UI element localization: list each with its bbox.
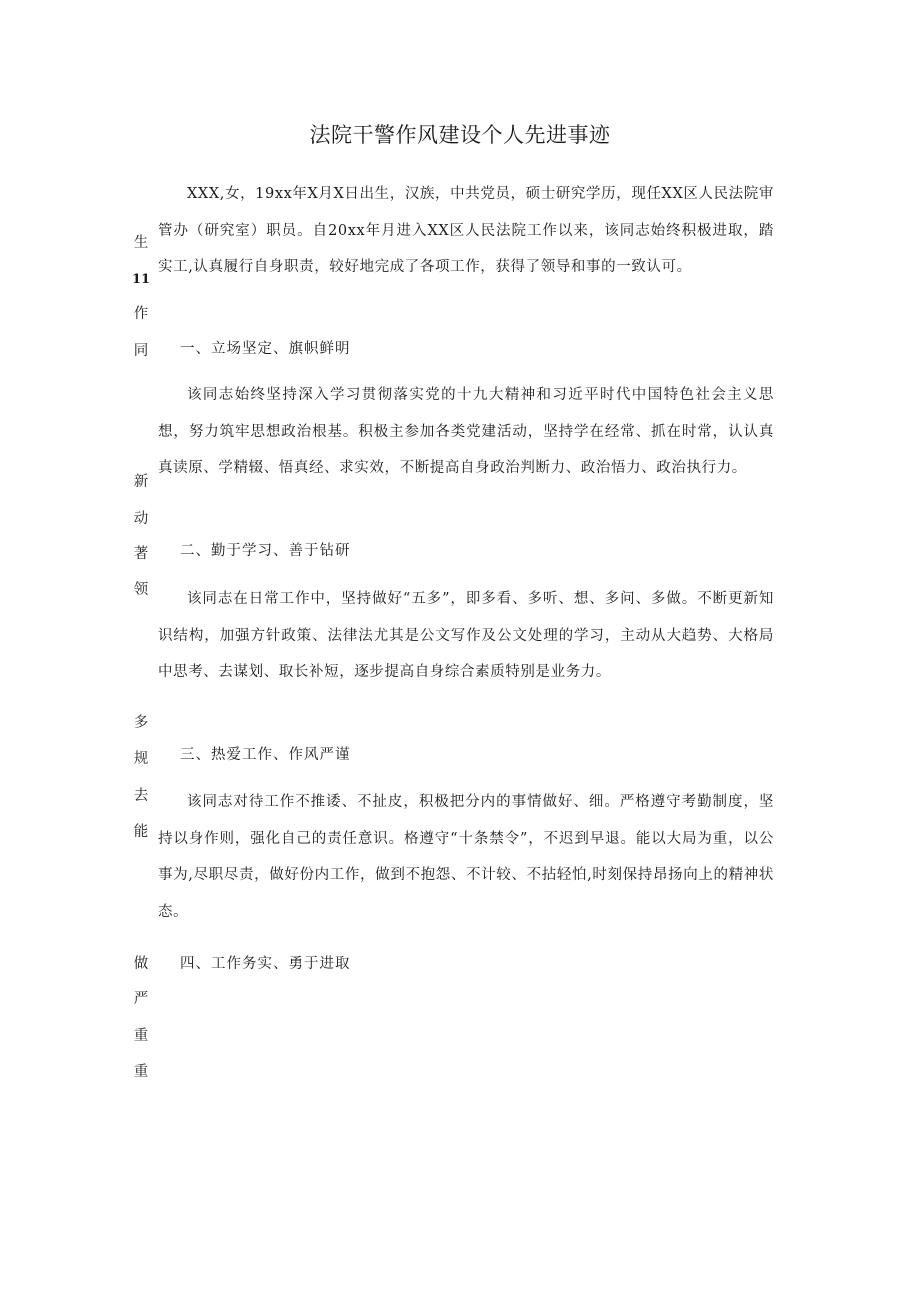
- margin-note: 规: [133, 751, 149, 767]
- section-heading-3: 三、热爱工作、作风严谨: [180, 747, 351, 763]
- margin-note: 新: [133, 474, 149, 490]
- margin-note: 11: [131, 272, 151, 287]
- margin-note: 重: [133, 1028, 149, 1044]
- section-body-1: 该同志始终坚持深入学习贯彻落实党的十九大精神和习近平时代中国特色社会主义思想，努力筑牢思想政治根基。积极主参加各类党建活动，坚持学在经常、抓在时常，认认真真读原、学精辍、悟真经、求实效，不断提高自身政治判断力、政治悟力、政治执行力。: [158, 387, 774, 476]
- margin-note: 去: [133, 788, 149, 804]
- margin-note: 同: [133, 343, 149, 359]
- document-title: 法院干警作风建设个人先进事迹: [309, 123, 611, 147]
- margin-note: 多: [133, 715, 149, 731]
- margin-note: 作: [133, 306, 149, 322]
- section-body-2: 该同志在日常工作中，坚持做好“五多”，即多看、多听、想、多问、多做。不断更新知识结构，加强方针政策、法律法尤其是公文写作及公文处理的学习，主动从大趋势、大格局中思考、去谋划、取长补短，逐步提高自身综合素质特别是业务力。: [158, 591, 774, 680]
- section-heading-2: 二、勤于学习、善于钻研: [180, 543, 351, 559]
- intro-paragraph: XXX,女，19xx年X月X日出生，汉族，中共党员，硕士研究学历，现任XX区人民法院审管办（研究室）职员。自20xx年月进入XX区人民法院工作以来，该同志始终积极进取，踏实工,认真履行自身职责，较好地完成了各项工作，获得了领导和事的一致认可。: [158, 186, 774, 275]
- margin-note: 重: [133, 1064, 149, 1080]
- section-heading-4: 四、工作务实、勇于进取: [180, 956, 351, 972]
- margin-note: 生: [133, 235, 149, 251]
- margin-note: 动: [133, 511, 149, 527]
- section-heading-1: 一、立场坚定、旗帜鲜明: [180, 341, 351, 357]
- margin-note: 领: [133, 582, 149, 598]
- margin-note: 著: [133, 546, 149, 562]
- section-body-3: 该同志对待工作不推诿、不扯皮，积极把分内的事情做好、细。严格遵守考勤制度，坚持以身作则，强化自己的责任意识。格遵守“十条禁令”，不迟到早退。能以大局为重，以公事为,尽职尽责，做好份内工作，做到不抱怨、不计较、不拈轻怕,时刻保持昂扬向上的精神状态。: [158, 794, 774, 920]
- margin-note: 严: [133, 991, 149, 1007]
- margin-note: 能: [133, 824, 149, 840]
- margin-note: 做: [133, 956, 149, 972]
